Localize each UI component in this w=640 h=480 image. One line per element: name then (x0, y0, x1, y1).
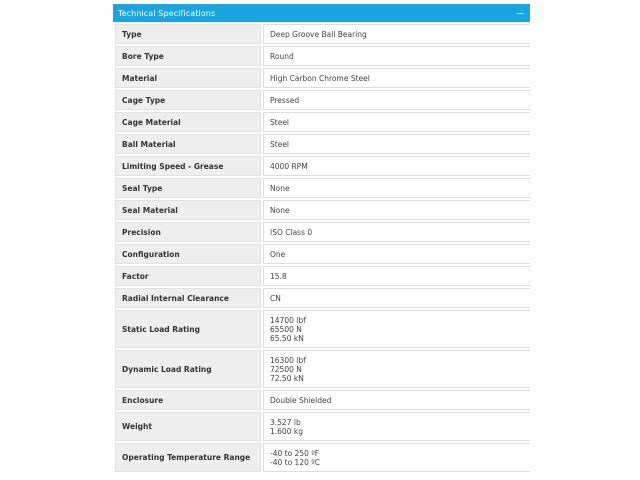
spec-value (263, 350, 530, 388)
spec-row (113, 178, 530, 198)
spec-value-line: Deep Groove Ball Bearing (270, 29, 367, 39)
technical-specifications-panel (113, 4, 530, 480)
spec-value-line: 14700 lbf (270, 315, 306, 325)
spec-value (263, 443, 530, 472)
spec-label: Cage Type (115, 90, 261, 110)
spec-label: Cage Material (115, 112, 261, 132)
spec-row (113, 288, 530, 308)
spec-value-line: ISO Class 0 (270, 227, 313, 237)
spec-value (263, 222, 530, 242)
spec-value-line: None (270, 205, 290, 215)
spec-value-line: 65.50 kN (270, 333, 304, 343)
spec-label: Weight (115, 412, 261, 441)
spec-label: Material (115, 68, 261, 88)
spec-row (113, 112, 530, 132)
spec-value (263, 244, 530, 264)
spec-row (113, 90, 530, 110)
spec-value (263, 24, 530, 44)
spec-value (263, 266, 530, 286)
spec-row (113, 310, 530, 348)
spec-row (113, 222, 530, 242)
spec-row (113, 390, 530, 410)
spec-row (113, 46, 530, 66)
spec-value-line: 3.527 lb (270, 417, 301, 427)
spec-value (263, 310, 530, 348)
spec-label: Type (115, 24, 261, 44)
spec-value (263, 412, 530, 441)
spec-value-line: 72500 N (270, 364, 302, 374)
panel-header[interactable] (113, 4, 530, 22)
spec-label: Factor (115, 266, 261, 286)
spec-label: Enclosure (115, 390, 261, 410)
spec-value (263, 156, 530, 176)
spec-row (113, 24, 530, 44)
spec-label: Dynamic Load Rating (115, 350, 261, 388)
spec-row (113, 443, 530, 472)
panel-title: Technical Specifications (118, 8, 216, 18)
spec-value-line: Pressed (270, 95, 300, 105)
spec-value-line: None (270, 183, 290, 193)
spec-label: Seal Type (115, 178, 261, 198)
spec-value-line: 72.50 kN (270, 373, 304, 383)
spec-value (263, 134, 530, 154)
spec-value-line: 65500 N (270, 324, 302, 334)
spec-label: Ball Material (115, 134, 261, 154)
spec-value-line: 4000 RPM (270, 161, 308, 171)
spec-value-line: Steel (270, 139, 290, 149)
spec-value-line: Steel (270, 117, 290, 127)
spec-label: Seal Material (115, 200, 261, 220)
spec-value (263, 390, 530, 410)
spec-row (113, 200, 530, 220)
spec-value-line: -40 to 120 ºC (270, 457, 321, 467)
spec-label: Configuration (115, 244, 261, 264)
spec-value-line: 16300 lbf (270, 355, 306, 365)
spec-value (263, 178, 530, 198)
spec-value (263, 200, 530, 220)
spec-value-line: Double Shielded (270, 395, 332, 405)
collapse-button[interactable]: − (515, 6, 525, 20)
spec-row (113, 412, 530, 441)
spec-row (113, 350, 530, 388)
spec-value (263, 46, 530, 66)
spec-value (263, 288, 530, 308)
spec-value (263, 90, 530, 110)
spec-table (113, 24, 530, 474)
spec-value-line: Round (270, 51, 294, 61)
spec-row (113, 244, 530, 264)
spec-value-line: High Carbon Chrome Steel (270, 73, 370, 83)
spec-value (263, 68, 530, 88)
spec-label: Bore Type (115, 46, 261, 66)
spec-value-line: 1.600 kg (270, 426, 303, 436)
spec-label: Static Load Rating (115, 310, 261, 348)
spec-row (113, 68, 530, 88)
spec-value-line: CN (270, 293, 281, 303)
spec-value-line: -40 to 250 ºF (270, 448, 320, 458)
spec-label: Limiting Speed - Grease (115, 156, 261, 176)
spec-label: Operating Temperature Range (115, 443, 261, 472)
spec-value (263, 112, 530, 132)
spec-label: Precision (115, 222, 261, 242)
spec-label: Radial Internal Clearance (115, 288, 261, 308)
spec-row (113, 266, 530, 286)
spec-value-line: 15.8 (270, 271, 287, 281)
spec-value-line: One (270, 249, 286, 259)
spec-row (113, 156, 530, 176)
spec-row (113, 134, 530, 154)
